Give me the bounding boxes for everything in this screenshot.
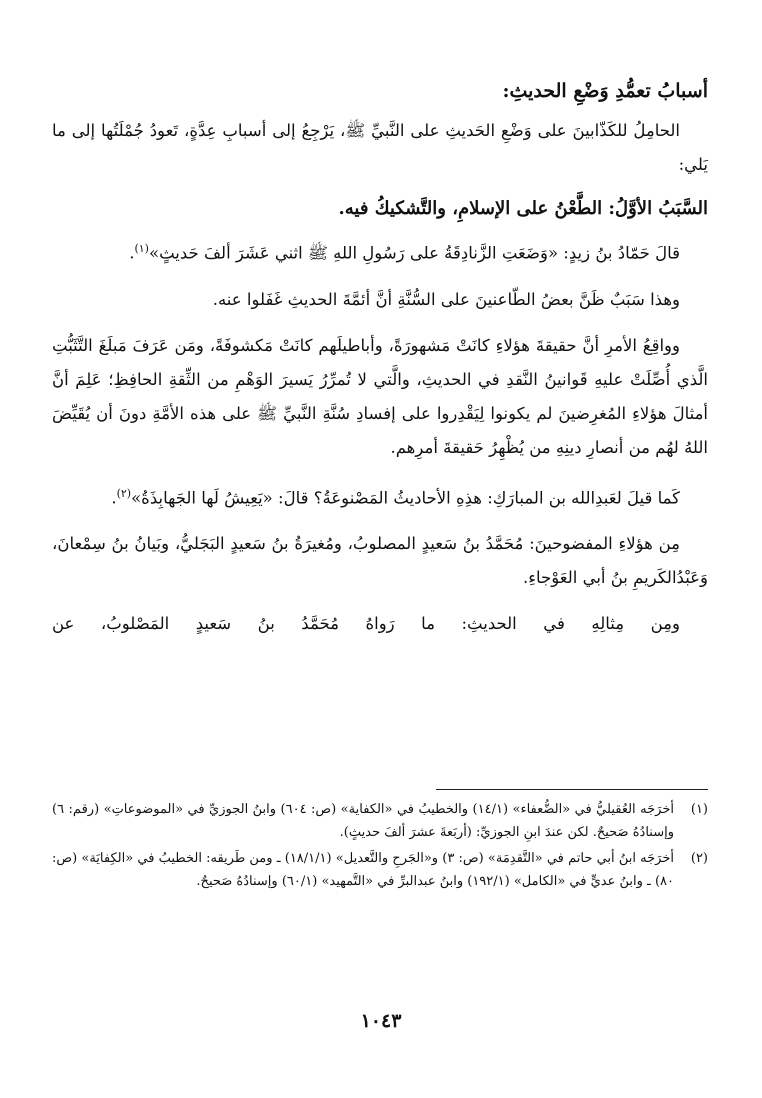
footnote-ref-2: (٢)	[116, 486, 132, 500]
footnote-item	[52, 798, 708, 844]
footnote-item	[52, 847, 708, 893]
footnote-text: أخرَجَه العُقيليُّ في «الضُّعفاء» (١٤/١) والخطيبُ في «الكفاية» (ص: ٦٠٤) وابنُ الجوزيِّ في «الموضوعاتِ» (رقم: ٦) وإسنادُهُ صَحيحٌ. لكن عندَ ابنِ الجوزيِّ: (أربَعةَ عشرَ ألفَ حديثٍ).	[52, 802, 674, 840]
footnote-ref-1: (١)	[134, 242, 149, 255]
hammad-quote-text: قالَ حَمّادُ بنُ زيدٍ: «وَضَعَتِ الزَّنادِقَةُ على رَسُولِ اللهِ ﷺ اثني عَشَرَ ألفَ حَديثٍ»	[148, 243, 680, 263]
reality-paragraph: وواقِعُ الأمرِ أنَّ حقيقةَ هؤلاءِ كانَتْ مَشهورَةً، وأباطيلَهم كانَتْ مَكشوفَةً، ومَن عَرَفَ مَبلَغَ التَّثَبُّتِ الَّذي أُصِّلَتْ عليهِ قَوانينُ النَّقدِ في الحديثِ، والَّتي لا تُمرِّرُ يَسيرَ الوَهْمِ من الثِّقةِ الحافِظِ؛ عَلِمَ أنَّ أمثالَ هؤلاءِ المُغرِضينَ لم يكونوا لِيَقْدِروا على إفسادِ سُنَّةِ النَّبيِّ ﷺ على هذه الأمَّةِ دونَ أن يُقَيِّضَ اللهُ لهُم من أنصارِ دينِهِ من يُظْهِرُ حَقيقةَ أمرِهم.	[52, 335, 708, 457]
reason-one-heading: السَّبَبُ الأوَّلُ: الطَّعْنُ على الإسلامِ، والتَّشكيكُ فيه.	[338, 198, 708, 219]
footnotes	[52, 798, 708, 896]
example-paragraph: ومِن مِثالِهِ في الحديثِ: ما رَواهُ مُحَمَّدُ بنُ سَعيدٍ المَصْلوبُ، عن	[52, 614, 680, 633]
intro-paragraph: الحامِلُ للكَذّابينَ على وَضْعِ الحَديثِ على النَّبيِّ ﷺ، يَرْجِعُ إلى أسبابِ عِدَّةٍ، تَعودُ جُمْلَتُها إلى ما يَلي:	[52, 121, 708, 174]
cause-paragraph: وهذا سَبَبٌ ظَنَّ بعضُ الطّاعنينَ على السُّنَّةِ أنَّ أئمَّةَ الحديثِ غَفَلوا عنه.	[212, 289, 680, 309]
main-text	[52, 76, 708, 653]
ibn-mubarak-paragraph: كَما قيلَ لعَبدِالله بن المبارَكِ: هذِهِ الأحاديثُ المَصْنوعَةُ؟ قالَ: «يَعِيشُ لَها الجَهابِذَةُ»$^{(٢)}$.	[111, 486, 680, 507]
among-them-paragraph: مِن هؤلاءِ المفضوحينَ: مُحَمَّدُ بنُ سَعيدٍ المصلوبُ، ومُغيرَةُ بنُ سَعيدٍ البَجَليُّ، وبَيانُ بنُ سِمْعانَ، وَعَبْدُالكَريمِ بنُ أبي العَوْجاءِ.	[52, 534, 708, 587]
hammad-quote-paragraph: قالَ حَمّادُ بنُ زيدٍ: «وَضَعَتِ الزَّنادِقَةُ على رَسُولِ اللهِ ﷺ اثني عَشَرَ ألفَ حَديثٍ»$^{(١)}$.	[129, 242, 680, 263]
footnote-text: أخرَجَه ابنُ أبي حاتم في «التَّقدِمَة» (ص: ٣) و«الجَرحِ والتَّعديل» (١٨/١/١) ـ ومن طَريقه: الخطيبُ في «الكِفايَة» (ص: ٨٠) ـ وابنُ عديٍّ في «الكامل» (١٩٢/١) وابنُ عبدالبرِّ في «التَّمهيد» (٦٠/١) وإسنادُهُ صَحيحٌ.	[52, 851, 674, 889]
section-heading: أسبابُ تعمُّدِ وَضْعِ الحديثِ:	[502, 80, 708, 102]
footnote-separator	[436, 789, 708, 790]
footnote-number: (١)	[690, 802, 708, 817]
ibn-mubarak-text: كَما قيلَ لعَبدِالله بن المبارَكِ: هذِهِ الأحاديثُ المَصْنوعَةُ؟ قالَ: «يَعِيشُ لَها الجَهابِذَةُ»	[131, 488, 680, 507]
footnote-number: (٢)	[690, 851, 708, 866]
page-number: ١٠٤٣	[360, 1010, 402, 1032]
